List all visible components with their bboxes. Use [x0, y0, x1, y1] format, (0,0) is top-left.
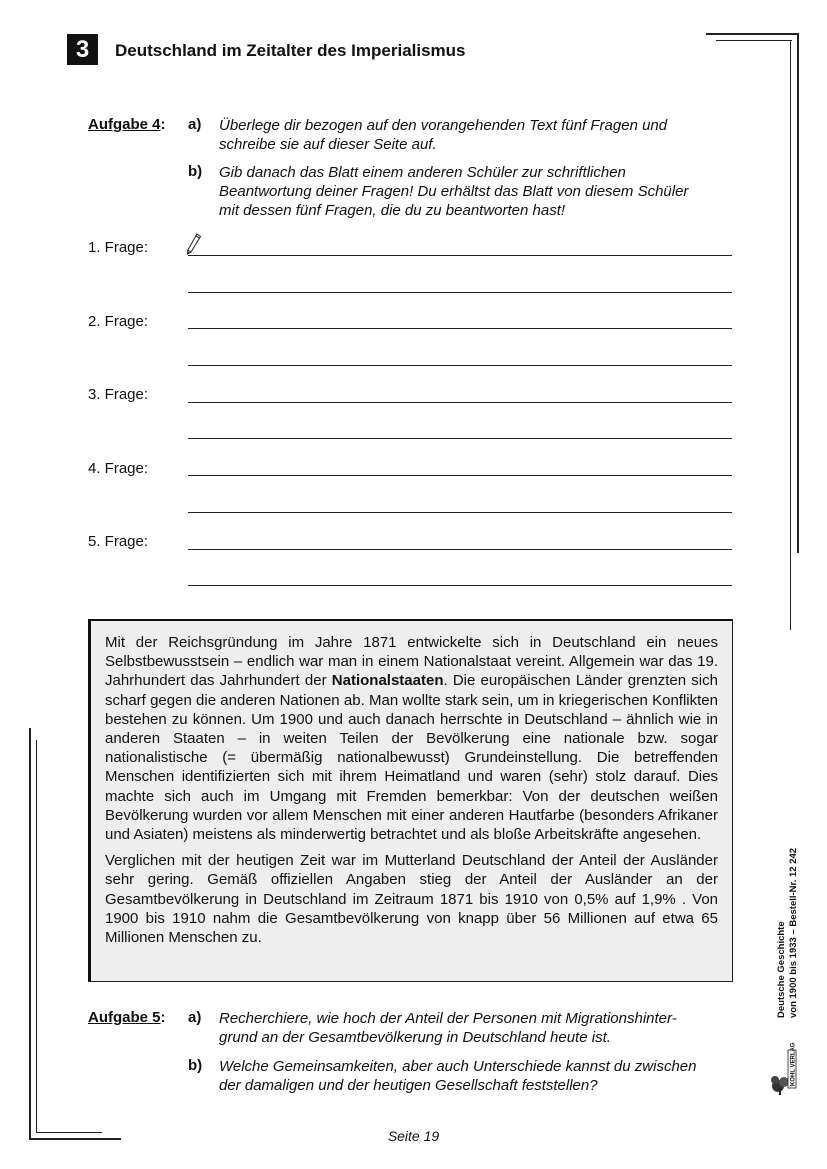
answer-line[interactable]: [188, 475, 732, 476]
answer-line[interactable]: [188, 438, 732, 439]
task4-b-letter: b): [188, 163, 203, 180]
answer-line[interactable]: [188, 292, 732, 293]
question-label-1: 1. Frage:: [88, 239, 149, 256]
info-text: Mit der Reichsgründung im Jahre 1871 entwickelte sich in Deutschland ein neues Selbstbewusstsein – endlich war man in einem Nationalstaat vereint. Allgemein war das 19. Jahrhundert das Jahrhundert der: [105, 634, 718, 690]
publisher-logo: [768, 1030, 798, 1096]
imprint-line-1: Deutsche Geschichte: [776, 921, 787, 1018]
task4-b-line: Gib danach das Blatt einem anderen Schüler zur schriftlichen: [219, 164, 626, 181]
info-bold-term: Nationalstaaten: [331, 672, 444, 690]
chapter-number-badge: 3: [67, 34, 98, 65]
page-number: Seite 19: [387, 1128, 440, 1144]
answer-line[interactable]: [188, 328, 732, 329]
frame-top-right-h2: [716, 40, 792, 41]
task4-b-text: [219, 163, 688, 220]
chapter-title: Deutschland im Zeitalter des Imperialismus: [115, 41, 466, 60]
frame-top-right-v1: [797, 33, 799, 553]
frame-bottom-left-v2: [36, 740, 37, 1133]
task5-label: Aufgabe 5: [88, 1009, 161, 1026]
publisher-logo-text: KOHL VERLAG: [790, 1042, 797, 1086]
task5-heading: [88, 1009, 166, 1026]
task4-label: Aufgabe 4: [88, 116, 161, 133]
task5-colon: :: [160, 1009, 166, 1026]
task5-b-line: der damaligen und der heutigen Gesellschaft feststellen?: [219, 1077, 598, 1094]
task4-b-line: mit dessen fünf Fragen, die du zu beantworten hast!: [219, 202, 566, 219]
question-label-4: 4. Frage:: [88, 460, 149, 477]
question-label-2: 2. Frage:: [88, 313, 149, 330]
task4-a-text: [219, 116, 667, 154]
task4-a-line: Überlege dir bezogen auf den vorangehenden Text fünf Fragen und: [219, 117, 668, 134]
task5-b-letter: b): [188, 1057, 203, 1074]
task4-a-letter: a): [188, 116, 202, 133]
frame-top-right-h1: [706, 33, 798, 35]
info-paragraph-2: Verglichen mit der heutigen Zeit war im Mutterland Deutschland der Anteil der Ausländer sehr gering. Gemäß offiziellen Angaben stieg der Anteil der Ausländer an der Gesamtbevölkerung in Deutschland im Zeitraum 1871 bis 1910 von 0,5% auf 1,9% . Von 1900 bis 1910 nahm die Gesamtbevölkerung von knapp über 56 Millionen auf etwa 65 Millionen Menschen zu.: [105, 852, 718, 947]
task4-a-line: schreibe sie auf dieser Seite auf.: [219, 136, 437, 153]
info-text: . Die europäischen Länder grenzten sich scharf gegen die anderen Nationen ab. Man wollte stark sein, um in kriegerischen Konflikten bestehen zu können. Um 1900 und auch danach herrschte in Deutschland – ähnlich wie in anderen Staaten – in weiten Teilen der Bevölkerung eine nationale bzw. sogar nationalistische (= übermäßig nationalbewusst) Grundeinstellung. Die betreffenden Menschen identifizierten sich mit ihrem Heimatland und waren (sehr) stolz darauf. Dies machte sich auch im Umgang mit Fremden bemerkbar: Von der deutschen weißen Bevölkerung wurden vor allem Menschen mit einer anderen Hautfarbe (besonders Afrikaner und Asiaten) meistens als minderwertig betrachtet und als bloße Arbeitskräfte angesehen.: [105, 672, 718, 844]
answer-line[interactable]: [188, 402, 732, 403]
answer-line[interactable]: [188, 255, 732, 256]
task5-a-text: [219, 1009, 677, 1047]
task4-heading: [88, 116, 166, 133]
answer-line[interactable]: [188, 365, 732, 366]
imprint-line-2: von 1900 bis 1933 – Bestell-Nr. 12 242: [788, 847, 799, 1018]
answer-line[interactable]: [188, 585, 732, 586]
task4-colon: :: [160, 116, 166, 133]
question-label-5: 5. Frage:: [88, 533, 149, 550]
pencil-icon: [186, 233, 202, 255]
frame-top-right-v2: [790, 40, 791, 630]
info-paragraph-1: [105, 633, 718, 844]
task4-b-line: Beantwortung deiner Fragen! Du erhältst das Blatt von diesem Schüler: [219, 183, 689, 200]
question-label-3: 3. Frage:: [88, 386, 149, 403]
task5-b-text: [219, 1057, 696, 1095]
task5-a-letter: a): [188, 1009, 202, 1026]
task5-b-line: Welche Gemeinsamkeiten, aber auch Unterschiede kannst du zwischen: [219, 1058, 697, 1075]
task5-a-line: Recherchiere, wie hoch der Anteil der Personen mit Migrationshinter-: [219, 1010, 677, 1027]
answer-line[interactable]: [188, 512, 732, 513]
frame-bottom-left-v1: [29, 728, 31, 1139]
info-text-box: [88, 619, 733, 982]
task5-a-line: grund an der Gesamtbevölkerung in Deutschland heute ist.: [219, 1029, 611, 1046]
answer-line[interactable]: [188, 549, 732, 550]
